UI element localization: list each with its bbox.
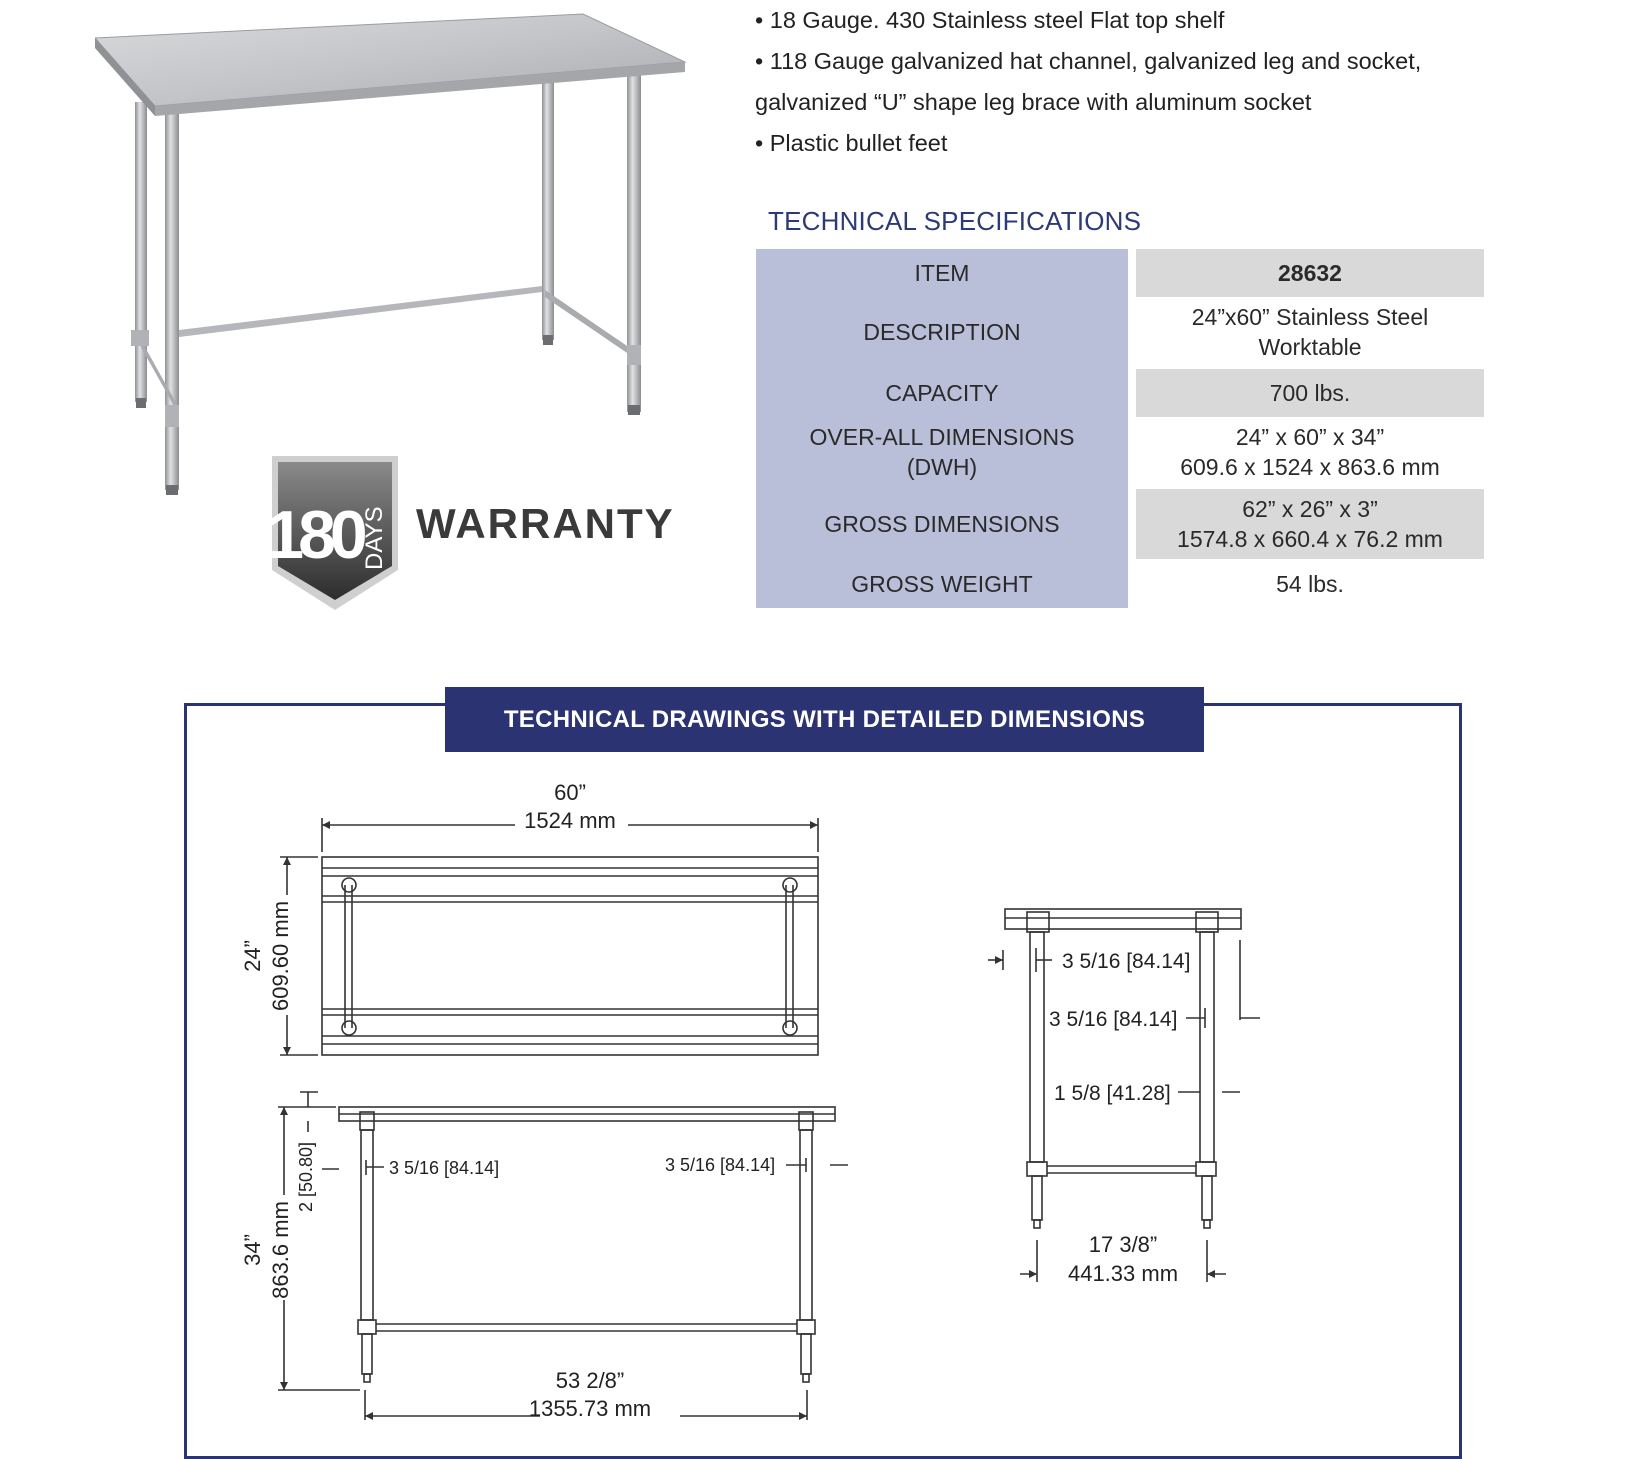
warranty-badge <box>268 450 713 615</box>
warranty-number: 180 <box>268 497 362 573</box>
spec-label: OVER-ALL DIMENSIONS (DWH) <box>809 424 1075 480</box>
spec-value: 24” x 60” x 34” 609.6 x 1524 x 863.6 mm <box>1180 424 1440 480</box>
dim-top-width-in: 60” <box>554 780 586 805</box>
dim-front-height-in: 34” <box>240 1234 265 1266</box>
spec-row-overall-dimensions <box>756 417 1484 487</box>
feature-item: • Plastic bullet feet <box>755 130 948 156</box>
spec-label: CAPACITY <box>885 380 999 406</box>
dim-side-offset-1: 3 5/16 [84.14] <box>1062 950 1191 973</box>
spec-value: 54 lbs. <box>1276 570 1344 597</box>
spec-value: 28632 <box>1136 249 1484 297</box>
drawings-frame <box>184 703 1462 1459</box>
dim-side-offset-2: 3 5/16 [84.14] <box>1049 1008 1178 1031</box>
warranty-unit: DAYS <box>361 506 388 570</box>
worktable-illustration <box>95 10 725 510</box>
spec-value: 24”x60” Stainless Steel Worktable <box>1191 304 1429 360</box>
spec-row-gross-dimensions <box>756 489 1484 559</box>
spec-value: 700 lbs. <box>1136 369 1484 417</box>
drawings-header: TECHNICAL DRAWINGS WITH DETAILED DIMENSIONS <box>445 687 1204 752</box>
feature-list <box>755 0 1495 164</box>
dim-front-height-mm: 863.6 mm <box>268 1201 293 1299</box>
dim-side-leg: 1 5/8 [41.28] <box>1054 1082 1171 1105</box>
dim-top-width-mm: 1524 mm <box>524 808 616 833</box>
spec-label: ITEM <box>914 260 970 286</box>
spec-label: GROSS DIMENSIONS <box>824 511 1060 537</box>
warranty-label: WARRANTY <box>416 500 675 547</box>
spec-label: DESCRIPTION <box>863 319 1021 345</box>
product-photo <box>95 10 725 510</box>
feature-item: • 18 Gauge. 430 Stainless steel Flat top shelf <box>755 7 1225 33</box>
spec-row-description <box>756 297 1484 367</box>
spec-row-gross-weight <box>756 559 1484 608</box>
dim-front-right-offset: 3 5/16 [84.14] <box>665 1155 776 1175</box>
spec-row-item <box>756 249 1484 297</box>
feature-item: • 118 Gauge galvanized hat channel, galvanized leg and socket, galvanized “U” shape leg brace with aluminum socket <box>755 48 1422 115</box>
dim-front-leg-span-mm: 1355.73 mm <box>528 1396 652 1421</box>
specs-title: TECHNICAL SPECIFICATIONS <box>768 206 1142 236</box>
dim-top-depth-mm: 609.60 mm <box>268 900 293 1012</box>
spec-value: 62” x 26” x 3” 1574.8 x 660.4 x 76.2 mm <box>1136 489 1484 559</box>
dim-side-span-mm: 441.33 mm <box>1067 1261 1179 1286</box>
dim-front-left-offset: 3 5/16 [84.14] <box>389 1158 500 1178</box>
spec-label: GROSS WEIGHT <box>851 570 1033 597</box>
dim-front-top-thickness: 2 [50.80] <box>296 1141 316 1213</box>
dim-side-span-in: 17 3/8” <box>1088 1232 1158 1257</box>
dim-top-depth-in: 24” <box>240 940 265 972</box>
dim-front-leg-span-in: 53 2/8” <box>555 1368 625 1393</box>
spec-row-capacity <box>756 369 1484 417</box>
